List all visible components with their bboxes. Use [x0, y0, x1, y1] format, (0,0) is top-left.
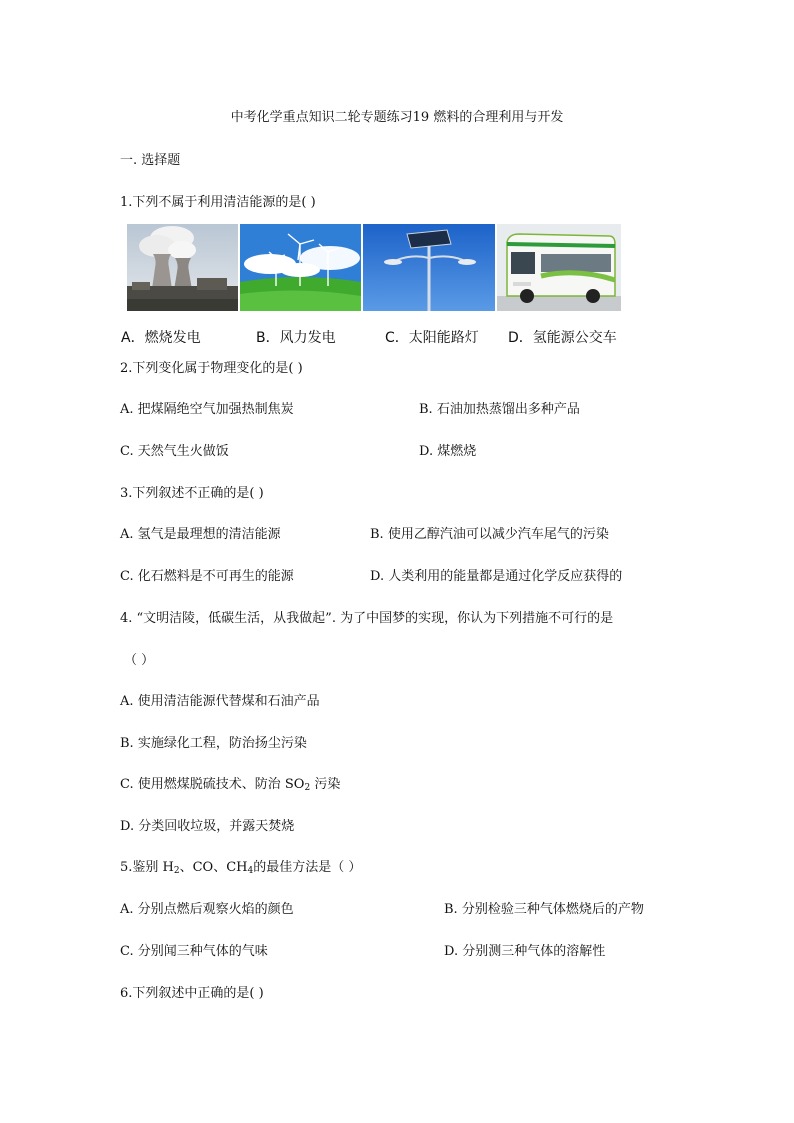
solar-street-light-photo [363, 224, 495, 311]
section-heading: 一. 选择题 [120, 153, 181, 168]
document-title: 中考化学重点知识二轮专题练习19 燃料的合理利用与开发 [230, 110, 564, 125]
question-3-stem: 3.下列叙述不正确的是( ) [120, 486, 264, 501]
question-5-option-c: C. 分别闻三种气体的气味 [120, 944, 268, 959]
question-2-option-c: C. 天然气生火做饭 [120, 444, 229, 459]
question-4-stem-continued: （ ） [124, 653, 155, 668]
wind-turbine-photo [240, 224, 361, 311]
question-2-stem: 2.下列变化属于物理变化的是( ) [120, 361, 303, 376]
question-3-option-c: C. 化石燃料是不可再生的能源 [120, 569, 294, 584]
question-1-caption-a: A．燃烧发电 [121, 330, 201, 346]
question-5-stem: 5.鉴别 $H_2$、CO、$CH_4$的最佳方法是（ ） [120, 860, 362, 876]
question-4-option-d: D. 分类回收垃圾，并露天焚烧 [120, 819, 295, 834]
question-1-caption-c: C．太阳能路灯 [385, 330, 479, 346]
question-3-option-b: B. 使用乙醇汽油可以减少汽车尾气的污染 [370, 527, 609, 542]
question-1-caption-d: D．氢能源公交车 [508, 330, 617, 346]
question-6-stem: 6.下列叙述中正确的是( ) [120, 986, 264, 1001]
question-3-option-d: D. 人类利用的能量都是通过化学反应获得的 [370, 569, 623, 584]
hydrogen-bus-photo [497, 224, 621, 311]
question-2-option-b: B. 石油加热蒸馏出多种产品 [419, 402, 580, 417]
question-1-caption-b: B．风力发电 [256, 330, 336, 346]
question-4-option-b: B. 实施绿化工程，防治扬尘污染 [120, 736, 307, 751]
question-5-option-b: B. 分别检验三种气体燃烧后的产物 [444, 902, 644, 917]
question-2-option-a: A. 把煤隔绝空气加强热制焦炭 [120, 402, 294, 417]
question-1-stem: 1.下列不属于利用清洁能源的是( ) [120, 195, 316, 210]
power-plant-photo [127, 224, 238, 311]
question-3-option-a: A. 氢气是最理想的清洁能源 [120, 527, 281, 542]
question-4-option-c: C. 使用燃煤脱硫技术、防治 $SO_2$ 污染 [120, 777, 341, 793]
question-5-option-a: A. 分别点燃后观察火焰的颜色 [120, 902, 294, 917]
question-4-stem: 4. “文明洁陵，低碳生活，从我做起”. 为了中国梦的实现，你认为下列措施不可行的是 [120, 611, 614, 626]
question-4-option-a: A. 使用清洁能源代替煤和石油产品 [120, 694, 320, 709]
question-5-option-d: D. 分别测三种气体的溶解性 [444, 944, 606, 959]
question-2-option-d: D. 煤燃烧 [419, 444, 477, 459]
